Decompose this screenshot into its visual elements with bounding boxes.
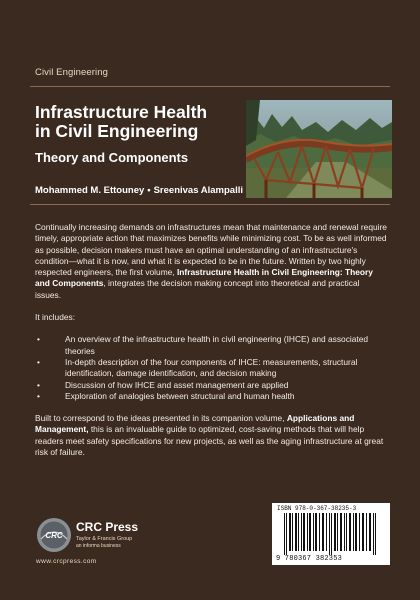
text-span: , integrates the decision making concept into theoretical and practical issues. [35,278,360,300]
barcode [272,503,390,565]
author-name: Sreenivas Alampalli [153,185,244,196]
book-title [35,103,235,141]
title-line: Infrastructure Health [35,102,208,122]
text-span: this is an invaluable guide to optimized, cost-saving methods that will help readers meet safety specifications for new projects, as well as the aging infrastructure at great risk of failure. [35,424,384,458]
list-item: • In-depth description of the four components of IHCE: measurements, structural identification, damage identification, and decision making [35,357,387,380]
includes-heading: It includes: [35,312,76,323]
author-name: Mohammed M. Ettouney [35,185,145,196]
divider [30,86,390,87]
book-subtitle: Theory and Components [35,150,189,165]
publisher-url: www.crcpress.com [36,558,97,565]
barcode-number: 9 780367 382353 [276,555,343,563]
authors [35,185,243,196]
divider [30,204,390,205]
feature-list [35,334,387,402]
volume-title: Infrastructure Health in Civil Engineering: Theory and Components [35,267,373,289]
bridge-photo-illustration [246,100,392,198]
author-separator: • [147,185,151,196]
description-paragraph [35,222,387,301]
publisher-group: Taylor & Francis Group [76,536,133,542]
description [35,222,387,469]
text-span: Built to correspond to the ideas presented in its companion volume, [35,413,287,424]
series-label: Civil Engineering [35,67,108,78]
isbn-label: ISBN 978-0-367-38235-3 [277,505,357,512]
publisher-name: CRC Press [76,520,139,534]
crc-press-logo-icon [36,517,72,553]
publisher-division: an informa business [76,543,121,549]
list-item: • Exploration of analogies between structural and human health [35,391,387,402]
list-item: • An overview of the infrastructure health in civil engineering (IHCE) and associated theories [35,334,387,357]
barcode-bars-icon [284,513,378,555]
text-span: Continually increasing demands on infrastructures mean that maintenance and renewal require timely, appropriate action that maximizes benefits while minimizing cost. To be as well informed as possible, decision makers must have an optimal understanding of an infrastructure's condition—what it is now, and what it is expected to be in the future. Written by two highly respected engineers, the first volume, [35,222,387,278]
series-header [0,0,420,88]
publisher-block [36,517,186,577]
list-item: • Discussion of how IHCE and asset management are applied [35,380,387,391]
description-paragraph [35,413,387,458]
logo-text: CRC [45,531,63,540]
cover-photo [246,100,392,198]
title-line: in Civil Engineering [35,121,199,141]
companion-title: Applications and Management, [35,413,355,435]
